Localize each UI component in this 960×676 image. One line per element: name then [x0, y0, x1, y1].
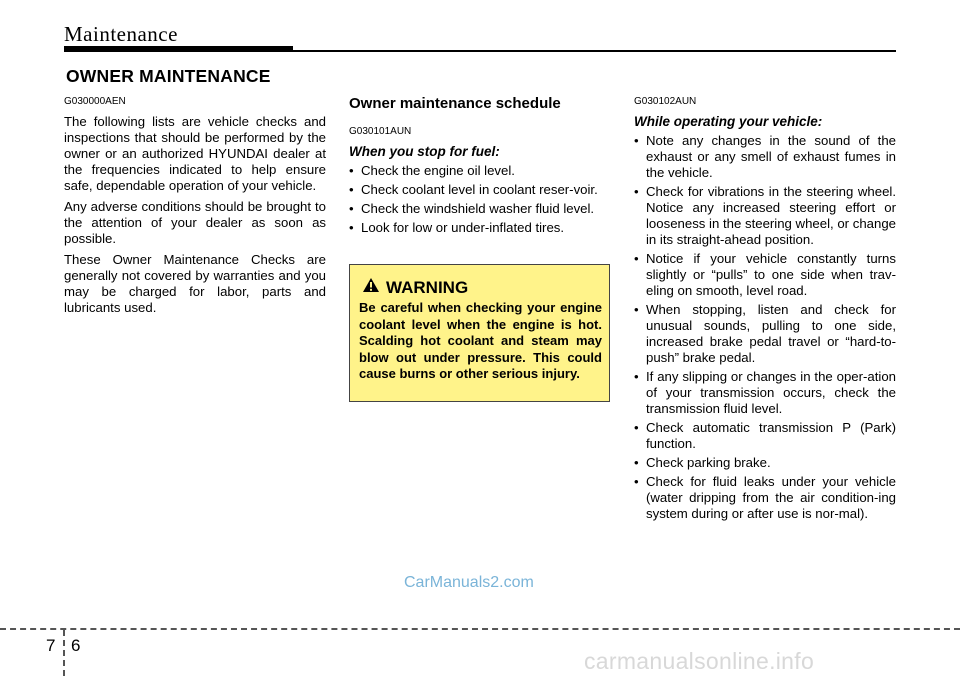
bullet-list: [634, 133, 896, 522]
list-item: • Look for low or under-inflated tires.: [349, 220, 611, 236]
section-code: G030000AEN: [64, 96, 126, 107]
page-number: 6: [71, 636, 81, 655]
watermark-link[interactable]: CarManuals2.com: [404, 574, 534, 591]
list-item: • Notice if your vehicle constantly turns slightly or “pulls” to one side when trav-eling on smooth, level road.: [634, 251, 896, 299]
bullet-list: [349, 163, 611, 236]
section-code: G030102AUN: [634, 96, 697, 107]
list-item: • If any slipping or changes in the oper-ation of your transmission occurs, check the transmission fluid level.: [634, 369, 896, 417]
list-item: • Check parking brake.: [634, 455, 896, 471]
paragraph: Any adverse conditions should be brought to the attention of your dealer as soon as possible.: [64, 199, 326, 246]
italic-heading: When you stop for fuel:: [349, 144, 500, 159]
header-rule-thin: [293, 50, 896, 52]
list-item: • When stopping, listen and check for unusual sounds, pulling to one side, increased brake pedal travel or “hard-to-push” brake pedal.: [634, 302, 896, 366]
list-item: • Check coolant level in coolant reser-voir.: [349, 182, 611, 198]
section-code: G030101AUN: [349, 126, 412, 137]
footer-watermark: carmanualsonline.info: [584, 648, 815, 674]
warning-text: Be careful when checking your engine coolant level when the engine is hot. Scalding hot coolant and steam may blow out under pressure. This could cause burns or other serious injury.: [359, 300, 602, 381]
warning-title: WARNING: [386, 277, 469, 297]
section-title: OWNER MAINTENANCE: [66, 66, 271, 86]
header-rule-thick: [64, 46, 293, 52]
subheading: Owner maintenance schedule: [349, 95, 561, 112]
footer-rule: [0, 628, 960, 630]
footer-divider: [63, 630, 65, 676]
list-item: • Note any changes in the sound of the exhaust or any smell of exhaust fumes in the vehicle.: [634, 133, 896, 181]
list-item: • Check the windshield washer fluid level.: [349, 201, 611, 217]
warning-triangle-icon: [362, 277, 380, 298]
list-item: • Check for vibrations in the steering wheel. Notice any increased steering effort or looseness in the steering wheel, or change in its straight-ahead position.: [634, 184, 896, 248]
paragraph: The following lists are vehicle checks and inspections that should be performed by the owner or an authorized HYUNDAI dealer at the frequencies indicated to help ensure safe, dependable operation of your vehicle.: [64, 114, 326, 193]
warning-box: [349, 264, 610, 402]
chapter-number: 7: [46, 636, 56, 655]
header-title: Maintenance: [64, 22, 178, 46]
warning-header: [362, 277, 468, 298]
list-item: • Check automatic transmission P (Park) function.: [634, 420, 896, 452]
list-item: • Check the engine oil level.: [349, 163, 611, 179]
column-2: [349, 96, 611, 239]
paragraph: These Owner Maintenance Checks are generally not covered by warranties and you may be charged for labor, parts and lubricants used.: [64, 252, 326, 315]
column-1: [64, 96, 326, 321]
column-3: [634, 96, 896, 525]
italic-heading: While operating your vehicle:: [634, 114, 823, 129]
list-item: • Check for fluid leaks under your vehicle (water dripping from the air condition-ing system during or after use is nor-mal).: [634, 474, 896, 522]
